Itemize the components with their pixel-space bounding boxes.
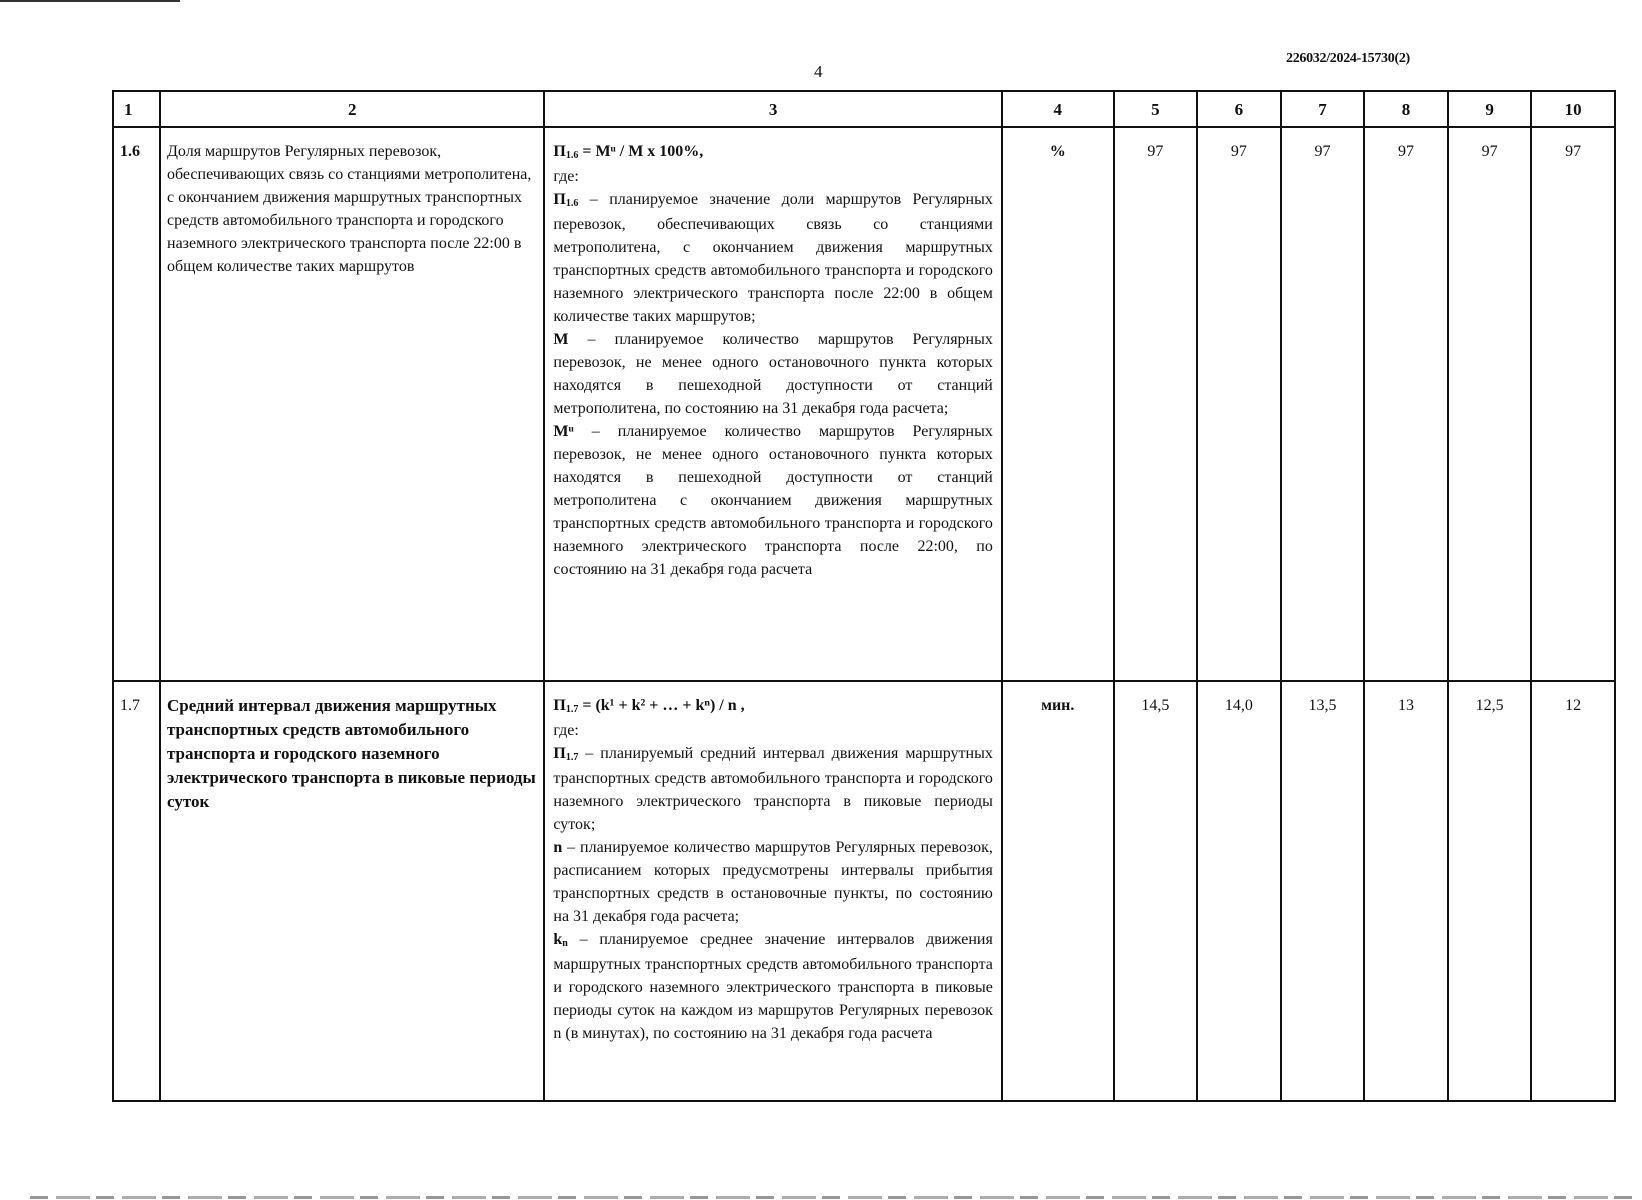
value-cell: 97 — [1364, 127, 1448, 681]
definition: $П_{1.6}$ – планируемое значение доли маршрутов Регулярных перевозок, обеспечивающих связь со станциями метрополитена, с окончанием движения маршрутных транспортных средств автомобильного транспорта и городского наземного электрического транспорта после 22:00 в общем количестве таких маршрутов; — [553, 191, 993, 325]
header-cell: 8 — [1364, 91, 1448, 127]
definition: Мᵘ – планируемое количество маршрутов Регулярных перевозок, не менее одного остановочного пункта которых находятся в пешеходной доступности от станций метрополитена с окончанием движения маршрутных транспортных средств автомобильного транспорта и городского наземного электрического транспорта после 22:00, по состоянию на 31 декабря года расчета — [553, 423, 993, 578]
row-number: 1.7 — [113, 681, 160, 1101]
value-cell: 97 — [1531, 127, 1615, 681]
unit-cell: % — [1002, 127, 1114, 681]
header-cell: 2 — [160, 91, 544, 127]
definition: М – планируемое количество маршрутов Регулярных перевозок, не менее одного остановочного пункта которых находятся в пешеходной доступности от станций метрополитена, по состоянию на 31 декабря года расчета; — [553, 331, 993, 417]
value-cell: 97 — [1197, 127, 1281, 681]
table-row — [113, 127, 1615, 681]
header-cell: 3 — [544, 91, 1001, 127]
definition: $k_n$ – планируемое среднее значение интервалов движения маршрутных транспортных средств автомобильного транспорта и городского наземного электрического транспорта в пиковые периоды суток на каждом из маршрутов Регулярных перевозок n (в минутах), по состоянию на 31 декабря года расчета — [553, 931, 993, 1042]
indicator-name: Доля маршрутов Регулярных перевозок, обеспечивающих связь со станциями метрополитена, с окончанием движения маршрутных транспортных средств автомобильного транспорта и городского наземного электрического транспорта после 22:00 в общем количестве таких маршрутов — [160, 127, 544, 681]
document-id: 226032/2024-15730(2) — [1286, 51, 1410, 66]
scan-edge-noise — [30, 1196, 1632, 1199]
value-cell: 12 — [1531, 681, 1615, 1101]
formula: $П_{1.6}$ = Мᵘ / М x 100%, — [553, 143, 704, 161]
value-cell: 14,0 — [1197, 681, 1281, 1101]
calculation-method — [544, 127, 1001, 681]
indicators-table — [112, 90, 1616, 1102]
header-cell: 6 — [1197, 91, 1281, 127]
page-number: 4 — [814, 62, 823, 81]
unit-cell: мин. — [1002, 681, 1114, 1101]
table-row — [113, 681, 1615, 1101]
value-cell: 97 — [1281, 127, 1365, 681]
definition: $П_{1.7}$ – планируемый средний интервал движения маршрутных транспортных средств автомобильного транспорта и городского наземного электрического транспорта в пиковые периоды суток; — [553, 745, 993, 833]
value-cell: 97 — [1448, 127, 1532, 681]
value-cell: 97 — [1114, 127, 1198, 681]
row-number: 1.6 — [113, 127, 160, 681]
header-cell: 5 — [1114, 91, 1198, 127]
value-cell: 13 — [1364, 681, 1448, 1101]
where-label: где: — [553, 722, 579, 739]
value-cell: 13,5 — [1281, 681, 1365, 1101]
where-label: где: — [553, 168, 579, 185]
indicator-name: Средний интервал движения маршрутных транспортных средств автомобильного транспорта и городского наземного электрического транспорта в пиковые периоды суток — [160, 681, 544, 1101]
calculation-method — [544, 681, 1001, 1101]
header-cell: 1 — [113, 91, 160, 127]
header-row — [113, 91, 1615, 127]
scan-edge-line — [0, 0, 180, 2]
value-cell: 14,5 — [1114, 681, 1198, 1101]
formula: $П_{1.7} = (k^1 + k^2$ + … + kⁿ) / n , — [553, 697, 745, 715]
header-cell: 10 — [1531, 91, 1615, 127]
value-cell: 12,5 — [1448, 681, 1532, 1101]
header-cell: 4 — [1002, 91, 1114, 127]
header-cell: 7 — [1281, 91, 1365, 127]
header-cell: 9 — [1448, 91, 1532, 127]
definition: n – планируемое количество маршрутов Регулярных перевозок, расписанием которых предусмотрены интервалы прибытия транспортных средств в остановочные пункты, по состоянию на 31 декабря года расчета; — [553, 839, 993, 925]
